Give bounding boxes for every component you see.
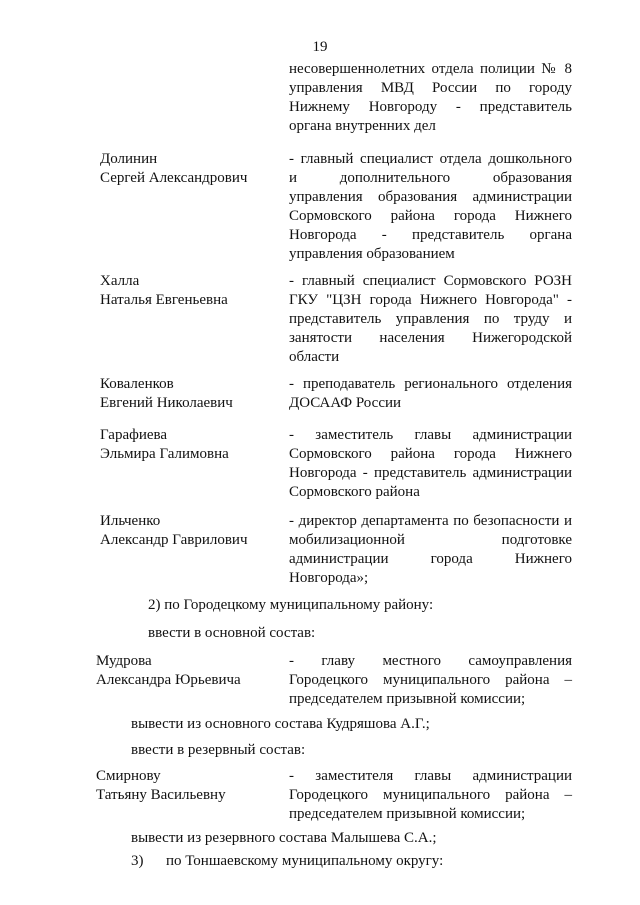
role-line: занятости населения Нижегородской xyxy=(289,330,572,346)
member-surname: Халла xyxy=(100,273,140,289)
role-line: Городецкого муниципального района – xyxy=(289,787,572,803)
role-line: председателем призывной комиссии; xyxy=(289,806,526,822)
role-line: - главный специалист Сормовского РОЗН xyxy=(289,273,572,289)
role-line: управления образования администрации xyxy=(289,189,572,205)
role-line: управления образованием xyxy=(289,246,455,262)
member-surname: Ильченко xyxy=(100,513,161,529)
role-line: - главу местного самоуправления xyxy=(289,653,572,669)
role-line: ГКУ "ЦЗН города Нижнего Новгорода" - xyxy=(289,292,572,308)
member-given-names: Наталья Евгеньевна xyxy=(100,292,228,308)
role-line: Нижнему Новгороду - представитель xyxy=(289,99,572,115)
member-given-names: Александр Гаврилович xyxy=(100,532,248,548)
role-line: - преподаватель регионального отделения xyxy=(289,376,572,392)
role-line: Сормовского района города Нижнего xyxy=(289,208,572,224)
item2-heading: 2) по Городецкому муниципальному району: xyxy=(148,597,434,613)
member-surname: Смирнову xyxy=(96,768,161,784)
member-surname: Мудрова xyxy=(96,653,152,669)
role-line: - директор департамента по безопасности и xyxy=(289,513,572,529)
member-given-names: Евгений Николаевич xyxy=(100,395,233,411)
role-line: представитель управления по труду и xyxy=(289,311,572,327)
item3-text: по Тоншаевскому муниципальному округу: xyxy=(166,853,444,869)
role-line: области xyxy=(289,349,340,365)
role-line: органа внутренних дел xyxy=(289,118,436,134)
role-line: администрации города Нижнего xyxy=(289,551,572,567)
role-line: - заместитель главы администрации xyxy=(289,427,572,443)
role-line: и дополнительного образования xyxy=(289,170,572,186)
role-line: Городецкого муниципального района – xyxy=(289,672,572,688)
member-given-names: Александра Юрьевича xyxy=(96,672,241,688)
role-line: мобилизационной подготовке xyxy=(289,532,572,548)
member-surname: Гарафиева xyxy=(100,427,168,443)
role-line: председателем призывной комиссии; xyxy=(289,691,526,707)
role-line: Сормовского района города Нижнего xyxy=(289,446,572,462)
role-line: - главный специалист отдела дошкольного xyxy=(289,151,572,167)
role-line: Новгорода»; xyxy=(289,570,369,586)
member-given-names: Сергей Александрович xyxy=(100,170,248,186)
item3-number: 3) xyxy=(131,853,144,869)
role-line: ДОСААФ России xyxy=(289,395,402,411)
remove-from-reserve: вывести из резервного состава Малышева С.А.; xyxy=(131,830,437,846)
role-line: Новгорода - представитель администрации xyxy=(289,465,572,481)
member-given-names: Татьяну Васильевну xyxy=(96,787,226,803)
role-line: Сормовского района xyxy=(289,484,420,500)
role-line: Новгорода - представитель органа xyxy=(289,227,572,243)
remove-from-main: вывести из основного состава Кудряшова А.Г.; xyxy=(131,716,430,732)
member-surname: Долинин xyxy=(100,151,158,167)
role-line: - заместителя главы администрации xyxy=(289,768,572,784)
member-surname: Коваленков xyxy=(100,376,174,392)
reserve-composition-intro: ввести в резервный состав: xyxy=(131,742,306,758)
main-composition-intro: ввести в основной состав: xyxy=(148,625,316,641)
page-number: 19 xyxy=(312,39,328,55)
role-line: управления МВД России по городу xyxy=(289,80,572,96)
role-line: несовершеннолетних отдела полиции № 8 xyxy=(289,61,572,77)
member-given-names: Эльмира Галимовна xyxy=(100,446,229,462)
